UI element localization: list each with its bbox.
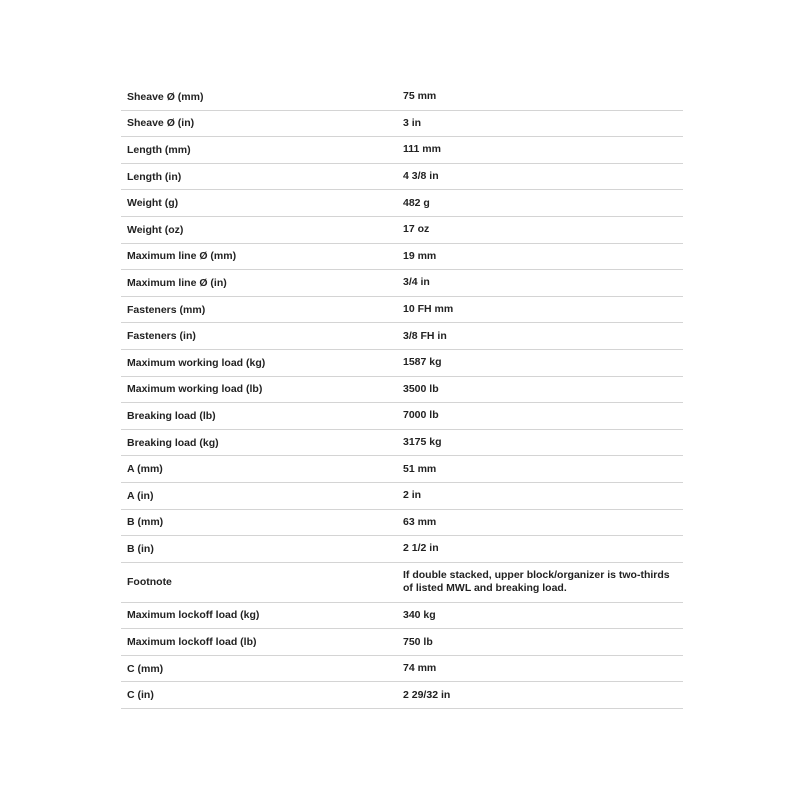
spec-row-length-in bbox=[121, 164, 683, 191]
spec-row-b-mm bbox=[121, 510, 683, 537]
spec-value: 750 lb bbox=[403, 635, 433, 648]
spec-value: 1587 kg bbox=[403, 356, 442, 369]
spec-value: 3/8 FH in bbox=[403, 329, 447, 342]
spec-value: 3175 kg bbox=[403, 436, 442, 449]
spec-value: 4 3/8 in bbox=[403, 170, 439, 183]
spec-row-c-in bbox=[121, 682, 683, 709]
spec-value: 340 kg bbox=[403, 608, 436, 621]
spec-row-lockoff-kg bbox=[121, 603, 683, 630]
spec-table bbox=[121, 84, 683, 709]
spec-row-breaking-kg bbox=[121, 430, 683, 457]
spec-value: 17 oz bbox=[403, 223, 430, 236]
spec-row-weight-oz bbox=[121, 217, 683, 244]
spec-label: B (mm) bbox=[127, 516, 164, 529]
spec-label: Fasteners (mm) bbox=[127, 303, 206, 316]
spec-label: Maximum working load (lb) bbox=[127, 383, 263, 396]
spec-value: 19 mm bbox=[403, 249, 437, 262]
spec-row-mwl-lb bbox=[121, 377, 683, 404]
spec-value: 3 in bbox=[403, 116, 422, 129]
spec-label: Maximum line Ø (in) bbox=[127, 276, 227, 289]
spec-row-sheave-in bbox=[121, 111, 683, 138]
spec-label: Sheave Ø (mm) bbox=[127, 90, 204, 103]
spec-value: 63 mm bbox=[403, 515, 437, 528]
spec-label: Maximum working load (kg) bbox=[127, 356, 266, 369]
spec-value: 10 FH mm bbox=[403, 303, 454, 316]
spec-label: Maximum line Ø (mm) bbox=[127, 250, 237, 263]
spec-label: Breaking load (lb) bbox=[127, 409, 216, 422]
spec-label: C (in) bbox=[127, 689, 154, 702]
spec-label: Weight (oz) bbox=[127, 223, 184, 236]
spec-label: Length (in) bbox=[127, 170, 182, 183]
spec-row-lockoff-lb bbox=[121, 629, 683, 656]
spec-value: 74 mm bbox=[403, 662, 437, 675]
spec-value: 3/4 in bbox=[403, 276, 430, 289]
spec-row-b-in bbox=[121, 536, 683, 563]
spec-label: Weight (g) bbox=[127, 197, 179, 210]
spec-label: Sheave Ø (in) bbox=[127, 117, 195, 130]
spec-label: Fasteners (in) bbox=[127, 330, 196, 343]
footnote-text: If double stacked, upper block/organizer is two-thirds of listed MWL and breaking load. bbox=[403, 569, 670, 595]
spec-value: 111 mm bbox=[403, 143, 441, 156]
spec-row-footnote bbox=[121, 563, 683, 603]
spec-value: 2 29/32 in bbox=[403, 688, 451, 701]
spec-label: B (in) bbox=[127, 542, 154, 555]
spec-value: 482 g bbox=[403, 196, 430, 209]
spec-row-breaking-lb bbox=[121, 403, 683, 430]
spec-row-fasteners-mm bbox=[121, 297, 683, 324]
spec-label: A (in) bbox=[127, 489, 154, 502]
spec-value: 7000 lb bbox=[403, 409, 439, 422]
spec-label: A (mm) bbox=[127, 463, 163, 476]
spec-row-a-mm bbox=[121, 456, 683, 483]
spec-label: Footnote bbox=[127, 576, 172, 589]
spec-row-max-line-mm bbox=[121, 244, 683, 271]
spec-row-a-in bbox=[121, 483, 683, 510]
spec-value: 2 1/2 in bbox=[403, 542, 439, 555]
spec-row-length-mm bbox=[121, 137, 683, 164]
spec-label: Length (mm) bbox=[127, 143, 191, 156]
spec-row-mwl-kg bbox=[121, 350, 683, 377]
spec-row-fasteners-in bbox=[121, 323, 683, 350]
spec-row-c-mm bbox=[121, 656, 683, 683]
spec-value: 2 in bbox=[403, 489, 422, 502]
spec-value: 51 mm bbox=[403, 462, 437, 475]
spec-value: 3500 lb bbox=[403, 382, 439, 395]
spec-row-sheave-mm bbox=[121, 84, 683, 111]
spec-label: Maximum lockoff load (kg) bbox=[127, 609, 260, 622]
spec-value: 75 mm bbox=[403, 90, 437, 103]
spec-label: Maximum lockoff load (lb) bbox=[127, 636, 257, 649]
spec-row-weight-g bbox=[121, 190, 683, 217]
spec-row-max-line-in bbox=[121, 270, 683, 297]
spec-label: C (mm) bbox=[127, 662, 164, 675]
spec-label: Breaking load (kg) bbox=[127, 436, 219, 449]
